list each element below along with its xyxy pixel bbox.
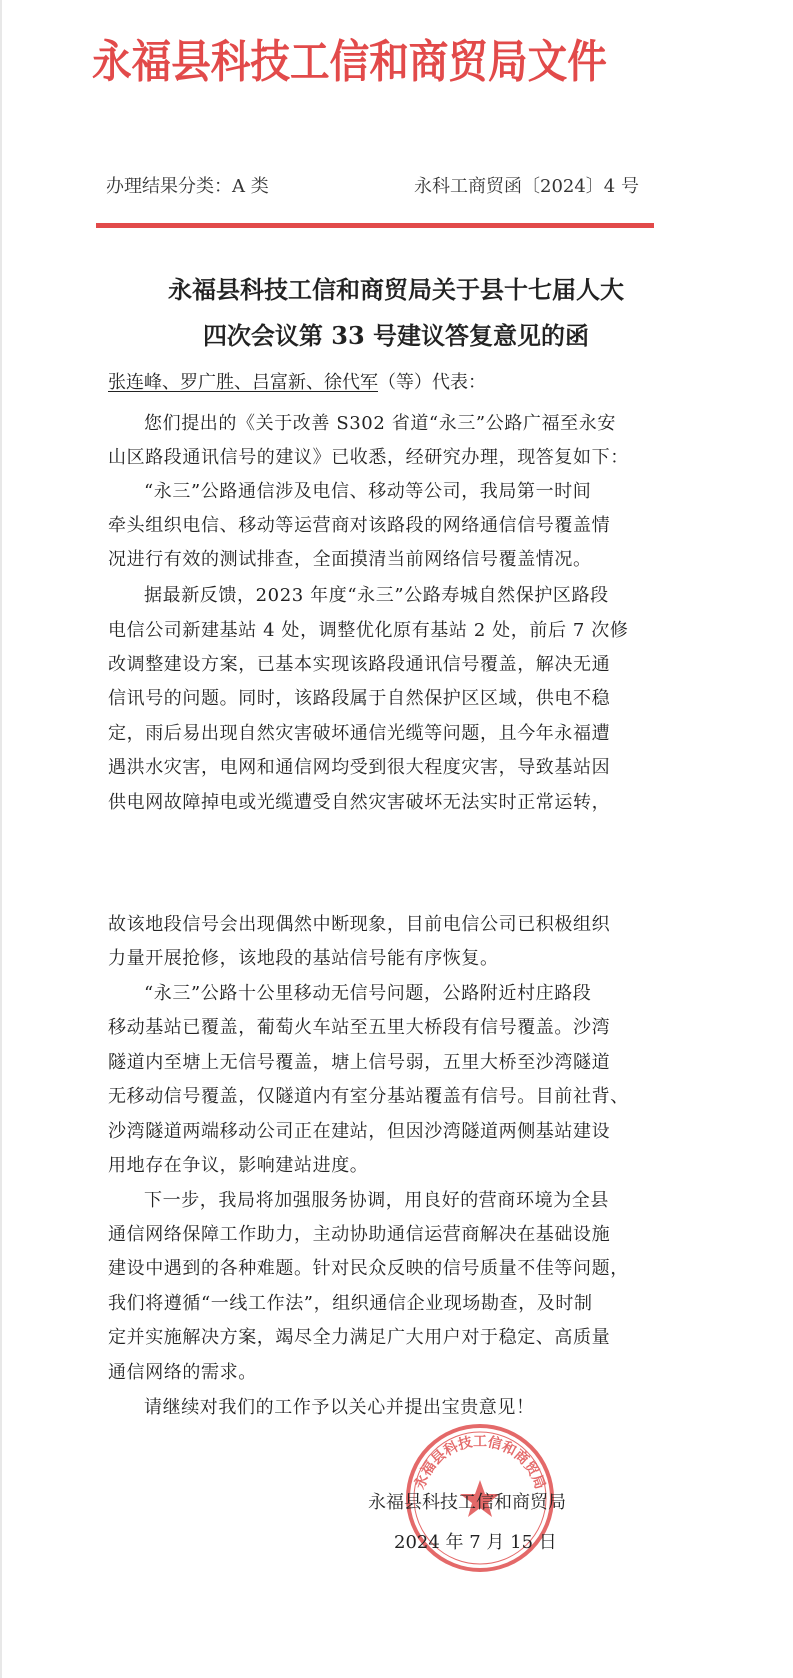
body-line: 定，雨后易出现自然灾害破坏通信光缆等问题，且今年永福遭 xyxy=(108,723,611,744)
seal-text: 永福县科技工信和商贸局 xyxy=(412,1434,548,1492)
body-line: 牵头组织电信、移动等运营商对该路段的网络通信信号覆盖情 xyxy=(108,515,611,536)
body-line: “永三”公路十公里移动无信号问题，公路附近村庄路段 xyxy=(144,983,592,1004)
body-line: 据最新反馈，2023 年度“永三”公路寿城自然保护区路段 xyxy=(144,585,609,606)
body-line: 下一步，我局将加强服务协调，用良好的营商环境为全县 xyxy=(144,1190,609,1211)
body-line: 用地存在争议，影响建站进度。 xyxy=(108,1155,369,1176)
header-divider xyxy=(96,223,654,228)
body-line: 移动基站已覆盖，葡萄火车站至五里大桥段有信号覆盖。沙湾 xyxy=(108,1017,611,1038)
salutation-names: 张连峰、罗广胜、吕富新、徐代军 xyxy=(108,372,378,393)
salutation xyxy=(108,368,486,394)
salutation-suffix: （等）代表： xyxy=(378,372,486,393)
body-line: 定并实施解决方案，竭尽全力满足广大用户对于稳定、高质量 xyxy=(108,1327,611,1348)
body-line: 遇洪水灾害，电网和通信网均受到很大程度灾害，导致基站因 xyxy=(108,757,611,778)
body-line: 无移动信号覆盖，仅隧道内有室分基站覆盖有信号。目前社背、 xyxy=(108,1086,629,1107)
body-line: 况进行有效的测试排查，全面摸清当前网络信号覆盖情况。 xyxy=(108,549,592,570)
body-line: 您们提出的《关于改善 S302 省道“永三”公路广福至永安 xyxy=(144,413,616,434)
body-line: 隧道内至塘上无信号覆盖，塘上信号弱，五里大桥至沙湾隧道 xyxy=(108,1052,611,1073)
document-number: 永科工商贸函〔2024〕4 号 xyxy=(414,176,639,197)
letter-title-line-2: 四次会议第 33 号建议答复意见的函 xyxy=(202,321,590,350)
body-line: 故该地段信号会出现偶然中断现象，目前电信公司已积极组织 xyxy=(108,914,611,935)
document-header-title: 永福县科技工信和商贸局文件 xyxy=(92,35,607,88)
body-line: 改调整建设方案，已基本实现该路段通讯信号覆盖，解决无通 xyxy=(108,654,611,675)
body-line: 山区路段通讯信号的建议》已收悉，经研究办理，现答复如下： xyxy=(108,447,629,468)
scan-edge xyxy=(0,0,2,1678)
letter-title-line-1: 永福县科技工信和商贸局关于县十七届人大 xyxy=(168,275,624,304)
result-category: 办理结果分类：A 类 xyxy=(106,176,269,197)
signature-date: 2024 年 7 月 15 日 xyxy=(394,1532,557,1553)
body-line: “永三”公路通信涉及电信、移动等公司，我局第一时间 xyxy=(144,481,592,502)
body-line: 电信公司新建基站 4 处，调整优化原有基站 2 处，前后 7 次修 xyxy=(108,620,629,641)
body-line: 力量开展抢修，该地段的基站信号能有序恢复。 xyxy=(108,948,499,969)
closing-remark: 请继续对我们的工作予以关心并提出宝贵意见！ xyxy=(144,1397,535,1418)
body-line: 信讯号的问题。同时，该路段属于自然保护区区域，供电不稳 xyxy=(108,688,611,709)
signature-organization: 永福县科技工信和商贸局 xyxy=(368,1492,566,1513)
body-line: 供电网故障掉电或光缆遭受自然灾害破坏无法实时正常运转， xyxy=(108,792,611,813)
body-line: 我们将遵循“一线工作法”，组织通信企业现场勘查，及时制 xyxy=(108,1293,593,1314)
body-line: 通信网络保障工作助力，主动协助通信运营商解决在基础设施 xyxy=(108,1224,611,1245)
body-line: 建设中遇到的各种难题。针对民众反映的信号质量不佳等问题， xyxy=(108,1258,629,1279)
body-line: 沙湾隧道两端移动公司正在建站，但因沙湾隧道两侧基站建设 xyxy=(108,1121,611,1142)
body-line: 通信网络的需求。 xyxy=(108,1362,257,1383)
